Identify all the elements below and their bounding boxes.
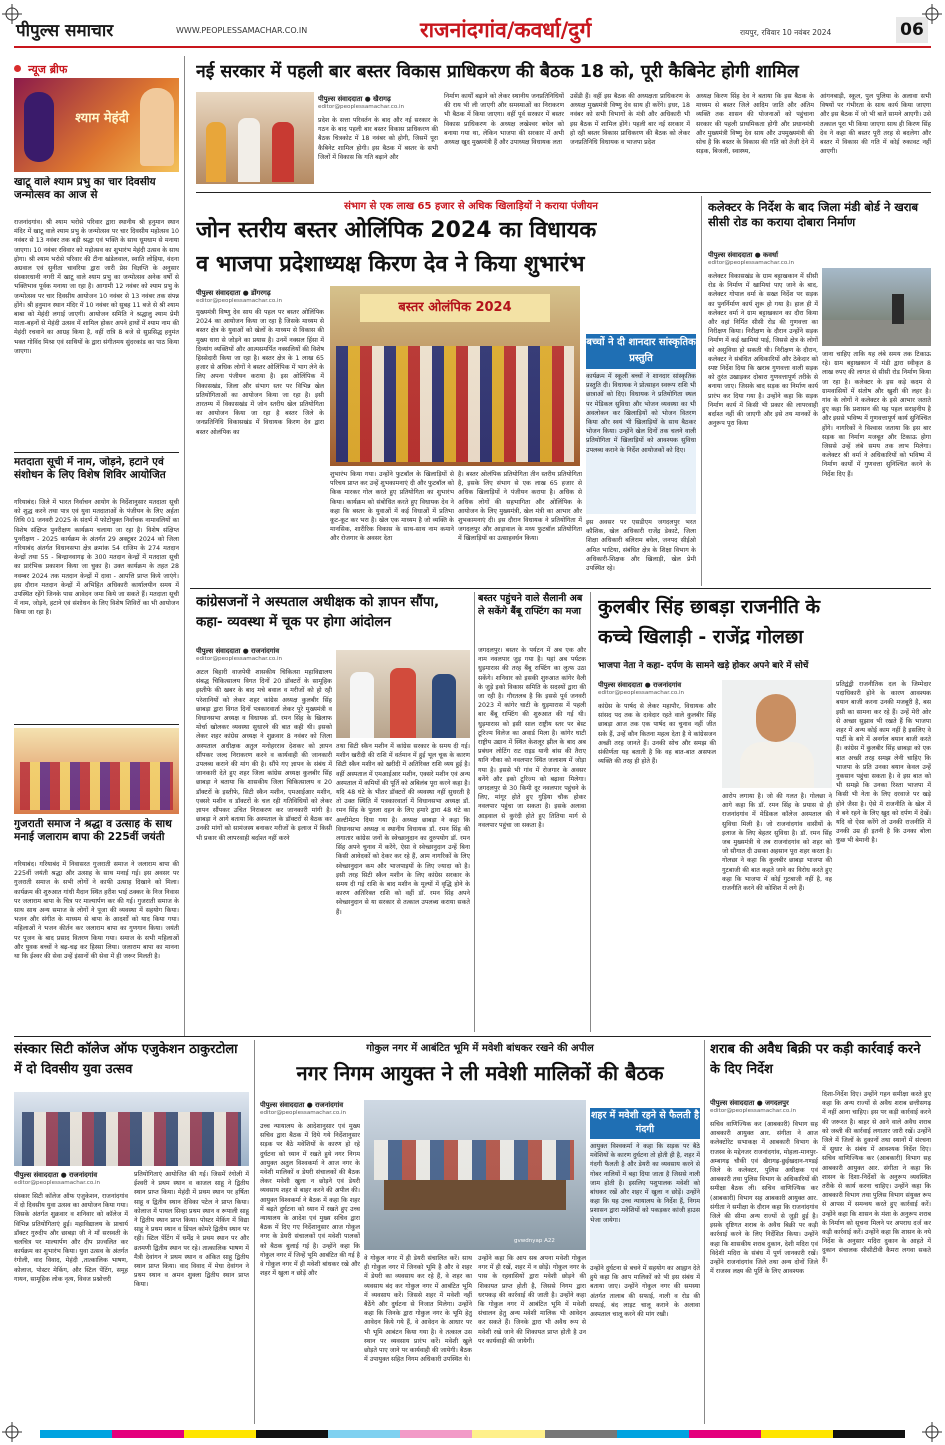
news-brief-text: न्यूज ब्रीफ <box>28 63 68 76</box>
color-bar <box>40 1430 905 1438</box>
brand-name: पीपुल्स समाचार <box>16 21 114 41</box>
column-separator <box>590 592 591 1032</box>
color-swatch <box>184 1430 256 1438</box>
gokul-byline: पीपुल्स संवाददाता ● राजनांदगांव <box>260 1101 344 1109</box>
bastar-auth-email[interactable]: editor@peoplessamachar.co.in <box>318 104 405 110</box>
registration-mark-icon <box>2 1422 22 1442</box>
byline-place: राजनांदगांव <box>69 1171 98 1179</box>
color-swatch <box>617 1430 689 1438</box>
divider <box>14 452 179 453</box>
kulbir-email[interactable]: editor@peoplessamachar.co.in <box>598 690 685 696</box>
mandi-byline: पीपुल्स संवाददाता ● कवर्धा <box>708 251 778 259</box>
kulbir-col3: प्रतिद्वंद्वी राजनीतिक दल के जिम्मेदार पदाधिकारी होने के कारण आवश्यक बयान बाजी करना उनकी मजबूरी है, बस इसी का सामना कर रहे हैं। उन्हें मेरी ओर से अच्छा सुझाव भी रखते हैं कि भाजपा शहर में अन्य कोई काम नहीं है इसलिए वे पार्टी के बारे में अनर्गल बयान बाजी करते हैं। कांग्रेस में कुलबीर सिंह छाबड़ा को एक बात अच्छी तरह समझ लेनी चाहिए कि भाजपा के प्रति उनका बयान केवल उन्हें नुकसान पहुंचा सकता है। वे इस बात को भी समझे कि उनका रिश्ता भाजपा में किसी भी नेता के लिए दरवाजे पर खड़े होने जैसा है। ऐसे में राजनीति के खेल में वे बने रहने के लिए खुद को दर्पण में देखें। यदि वो ऐसा करेंगे तो उनकी राजनीति में उनकी उम्र ही इतनी है कि उनका बोला कुछ भी बेमानी है। <box>836 681 931 845</box>
portrait-head <box>756 694 796 742</box>
sanskar-byline: पीपुल्स संवाददाता ● राजनांदगांव <box>14 1171 98 1179</box>
voter-headline: मतदाता सूची में नाम, जोड़ने, हटाने एवं संशोधन के लिए विशेष शिविर आयोजित <box>14 456 166 481</box>
olympic-headline-line1: जोन स्तरीय बस्तर ओलिंपिक 2024 का विधायक <box>196 218 597 243</box>
gujarati-samaj-photo <box>14 728 179 814</box>
bastar-auth-col: प्रदेश के सत्ता परिवर्तन के बाद और नई सरकार के गठन के बाद पहली बार बस्तर विकास प्राधिकरण की बैठक चित्रकोट में 18 नवंबर को होगी, जिसमें पूरा कैबिनेट शामिल होगी। इस बैठक में बस्तर के सभी जिलों में विकास कि गति बढ़ाने और <box>318 117 438 161</box>
congress-headline: कांग्रेसजनों ने अस्पताल अधीक्षक को ज्ञापन सौंपा, कहा- व्यवस्था में चूक पर होगा आंदोलन <box>196 594 440 630</box>
liquor-email[interactable]: editor@peoplessamachar.co.in <box>710 1108 797 1114</box>
olympic-photo <box>330 286 580 466</box>
mandi-email[interactable]: editor@peoplessamachar.co.in <box>708 260 795 266</box>
photo-people <box>374 1140 574 1180</box>
sanskar-photo <box>14 1092 249 1166</box>
photo-people-row <box>20 762 173 810</box>
olympic-side-body2: इस अवसर पर एसडीएम जगदलपुर भरत कौशिक, खेल अधिकारी राजेंद्र डेकाटे, जिला शिक्षा अधिकारी बलिराम बघेल, जनपद सीईओ अमित भाटिया, संबंधित क्षेत्र के शिक्षा विभाग के अधिकारी-शिक्षक और खिलाड़ी, खेल प्रेमी उपस्थित रहे। <box>586 519 696 573</box>
color-swatch <box>545 1430 617 1438</box>
liquor-byline: पीपुल्स संवाददाता ● जगदलपुर <box>710 1099 789 1107</box>
color-swatch <box>112 1430 184 1438</box>
brief-headline: खाटू वाले श्याम प्रभु का चार दिवसीय जन्मोत्सव का आज से <box>14 176 156 201</box>
olympic-side-box <box>586 334 696 369</box>
olympic-col3: है। बस्तर ओलंपिक प्रतियोगिता तीन स्तरीय प्रतियोगिता है, इसके लिए संभाग से एक लाख 65 हजार से अधिक खिलाड़ियों ने पंजीयन कराया है। अधिक से अधिक लोगों की सहभागिता और ओलिंपिक के आयोजन के लिए मुख्यमंत्री, खेल मंत्री का आभार और शुभकामनाएं दी। इस दौरान विधायक ने प्रतियोगिता में जगदलपुर और आड़ावाल के मध्य फुटबॉल प्रतियोगिता में खिलाड़ियों का उत्साहवर्धन किया। <box>458 471 582 543</box>
byline-name: पीपुल्स संवाददाता <box>598 681 643 689</box>
gokul-email[interactable]: editor@peoplessamachar.co.in <box>260 1110 347 1116</box>
byline-name: पीपुल्स संवाददाता <box>196 289 241 297</box>
column-separator <box>184 56 185 1036</box>
portrait-body <box>740 742 814 788</box>
masthead <box>0 0 945 50</box>
photo-figure <box>272 122 294 182</box>
byline-name: पीपुल्स संवाददाता <box>14 1171 59 1179</box>
banner-deity-figure <box>24 92 54 162</box>
olympic-side-body: कार्यक्रम में स्कूली बच्चों ने शानदार सांस्कृतिक प्रस्तुति दी। विधायक ने प्रोत्साहन स्वरूप राशि भी छात्राओं को दिए। विधायक ने प्रतियोगिता स्थल पर मेडिकल सुविधा और भोजन व्यवस्था का भी अवलोकन कर खिलाड़ियों को भोजन वितरण किया और स्वयं भी खिलाड़ियों के साथ बैठकर भोजन किया। उन्होंने खेल दिनों तक चलने वाली प्रतियोगिता में खिलाड़ियों को आवश्यक सुविधा उपलब्ध कराने के निर्देश आयोजकों को दिए। <box>586 372 696 514</box>
photo-figure <box>206 122 226 182</box>
gujarati-headline: गुजराती समाज ने श्रद्धा व उत्साह के साथ मनाई जलाराम बापा की 225वीं जयंती <box>14 818 172 843</box>
olympic-headline-line2: व भाजपा प्रदेशाध्यक्ष किरण देव ने किया शुभारंभ <box>196 252 585 277</box>
photo-table <box>384 1180 566 1210</box>
olympic-col2: शुभारंभ किया गया। उन्होंने फुटबॉल के खिलाड़ियों से परिचय प्राप्त कर उन्हें शुभकामनाएं दी और फुटबॉल को किक मारकर गोल करते हुए प्रतियोगिता का शुभारंभ किया। कार्यक्रम को संबोधित करते हुए विधायक देव ने कहा कि बस्तर के युवाओं में कई विधाओं में प्रतिभा कूट-कूट कर भरा है। खेल एक माध्यम है जो व्यक्ति के मानसिक, शारीरिक विकास के साथ-साथ नाम कमाने और रोजगार के अवसर देता <box>330 471 454 543</box>
color-swatch <box>689 1430 761 1438</box>
byline-name: पीपुल्स संवाददाता <box>708 251 753 259</box>
shyam-mehndi-banner <box>14 78 179 172</box>
bastar-authority-photo <box>196 92 314 184</box>
photo-group <box>22 1112 241 1166</box>
column-separator <box>701 196 702 586</box>
mandi-headline: कलेक्टर के निर्देश के बाद जिला मंडी बोर्ड ने खराब सीसी रोड का कराया दोबारा निर्माण <box>708 200 919 229</box>
sanskar-headline: संस्कार सिटी कॉलेज ऑफ एजुकेशन ठाकुरटोला में दो दिवसीय युवा उत्सव <box>14 1042 238 1077</box>
mandi-col2: जाना चाहिए ताकि यह लंबे समय तक टिकाऊ रहे। ग्राम बट्टाखकान में मंडी द्वारा स्वीकृत 8 लाख रुपए की लागत से सीसी रोड निर्माण किया जा रहा है। कलेक्टर के इस कड़े कदम से ग्रामवासियों में संतोष और खुशी की लहर है। गांव के लोगों ने कलेक्टर के इसे आभार जताते हुए कहा कि प्रशासन की यह पहल सराहनीय है और इससे भविष्य में गुणवत्तापूर्ण कार्य सुनिश्चित होंगे। नागरिकों ने विश्वास जताया कि इस बार सड़क का निर्माण मजबूत और टिकाऊ होगा जिससे उन्हें लंबे समय तक लाभ मिलेगा। कलेक्टर श्री वर्मा ने अधिकारियों को भविष्य में निर्माण कार्यों में गुणवत्ता सुनिश्चित करने के निर्देश दिए हैं। <box>822 351 931 478</box>
photo-figure <box>892 294 904 324</box>
gokul-side-body: आयुक्त विश्वकर्मा ने कहा कि सड़क पर बैठे मवेशियों के कारण दुर्घटना तो होती ही है, शहर में गंदगी फैलती है और डेयरी का व्यवसाय करने से गोबर नालियों में बहा दिया जाता है जिससे नाली जाम होती है। इसलिए पशुपालक मवेशी को बांधकर रखें और शहर में खुला न छोड़ें। उन्होंने कहा कि यह उच्च न्यायालय के निर्देश हैं, निगम प्रशासन द्वारा मवेशियों को पकड़कर कांजी हाउस भेजा जायेगा। <box>590 1142 700 1260</box>
sanskar-email[interactable]: editor@peoplessamachar.co.in <box>14 1180 101 1186</box>
photo-road <box>822 320 931 346</box>
kulbir-portrait-photo <box>722 680 832 788</box>
olympic-photo-group <box>336 346 574 462</box>
olympic-kicker: संभाग से एक लाख 65 हजार से अधिक खिलाड़ियों ने कराया पंजीयन <box>344 201 598 212</box>
liquor-headline: शराब की अवैध बिक्री पर कड़ी कार्रवाई करने के दिए निर्देश <box>710 1042 921 1077</box>
photo-figure <box>238 118 260 182</box>
bastar-auth-col: निर्माण कार्यों बढ़ाने को लेकर स्थानीय जनप्रतिनिधियों की राय भी ली जाएगी और समस्याओं का निराकरण भी बैठक में किया जाएगा। वहीं पूर्व सरकार में बस्तर विकास प्राधिकरण के अध्यक्ष लखेश्वर बघेल को बनाया गया था, लेकिन भाजपा की सरकार में अभी अध्यक्ष खुद मुख्यमंत्री हैं और उपाध्यक्ष विधायक लता <box>444 93 564 147</box>
color-swatch <box>40 1430 112 1438</box>
byline-name: पीपुल्स संवाददाता <box>260 1101 305 1109</box>
gokul-headline: नगर निगम आयुक्त ने ली मवेशी मालिकों की बैठक <box>296 1061 664 1085</box>
congress-email[interactable]: editor@peoplessamachar.co.in <box>196 656 283 662</box>
congress-byline: पीपुल्स संवाददाता ● राजनांदगांव <box>196 647 280 655</box>
column-separator <box>254 1040 255 1424</box>
news-brief-label <box>14 58 94 74</box>
byline-name: पीपुल्स संवाददाता <box>196 647 241 655</box>
color-swatch <box>472 1430 544 1438</box>
byline-place: जगदलपुर <box>765 1099 789 1107</box>
gokul-kicker: गोकुल नगर में आबंटित भूमि में मवेशी बांधकर रखने की अपील <box>366 1043 594 1054</box>
olympic-side-head: बच्चों ने दी शानदार सांस्कृतिक प्रस्तुति <box>586 337 696 364</box>
masthead-rule <box>14 46 931 48</box>
brief-body: राजनांदगांव। श्री श्याम भरोसे परिवार द्वारा स्थानीय श्री हनुमान स्थान मंदिर में खाटू वाले श्याम प्रभु के जन्मोत्सव पर चार दिवसीय महोत्सव 10 नवंबर से 13 नवंबर तक बड़ी श्रद्धा एवं भक्ति के साथ धूमधाम से मनाया जाएगा। 10 नवंबर रविवार को महोत्सव का शुभारंभ मेहंदी उत्सव के साथ होगा। श्री श्याम भरोसे परिवार की टीना खंडेलवाल, स्वाति लोहिया, वंदना अग्रवाल एवं सुनीता चावरिया द्वारा जारी प्रेस विज्ञप्ति के अनुसार संस्कारधानी नगरी में खाटू वाले श्याम प्रभु का जन्मोत्सव अनेक वर्षों से भक्तिभाव पूर्वक मनाया जा रहा है। आगामी 12 नवंबर को श्याम प्रभु के जन्मोत्सव पर चार दिवसीय आयोजन 10 नवंबर से 13 नवंबर तक संपन्न होंगे। श्री हनुमान स्थान मंदिर में 10 नवंबर को सुबह 11 बजे से श्री श्याम बाबा को मेहंदी लगाई जाएगी। आयोजन समिति ने श्रद्धालु श्याम प्रेमी माता-बहनों से मेहंदी उत्सव में शामिल होकर अपने हाथों में श्याम नाम की मेहंदी रचवाने का आग्रह किया है, वहीं रात्रि 8 बजे से सुप्रसिद्ध हनुमंत भक्त गोविंद मिश्रा एवं साथियों के द्वारा संगीतमय सुंदरकांड का पाठ किया जाएगा। <box>14 219 179 355</box>
olympic-photo-banner-text: बस्तर ओलंपिक 2024 <box>398 300 512 315</box>
registration-mark-icon <box>2 4 22 24</box>
bastar-auth-col: आंगनबाड़ी, स्कूल, पुल पुलिया के अलावा सभी विषयों पर गंभीरता के साथ कार्य किया जाएगा और इस बैठक में जो भी बातें सामने आएगी। उसे तत्काल पूरा भी किया जाएगा साथ ही किरण सिंह देव ने कहा की बस्तर पूरी तरह से बदलेगा और बस्तर में विकास की गति में कोई रुकावट नहीं आएगी। <box>820 93 931 156</box>
tourism-headline: बस्तर पहुंचने वाले सैलानी अब ले सकेंगे बैंबू राफ्टिंग का मजा <box>478 593 583 617</box>
column-separator <box>704 1040 705 1424</box>
kulbir-headline-line2: कच्चे खिलाड़ी - राजेंद्र गोलछा <box>598 626 804 648</box>
congress-photo <box>336 650 470 738</box>
bastar-auth-byline: पीपुल्स संवाददाता ● खैरागढ़ <box>318 95 391 103</box>
registration-mark-icon <box>922 1422 942 1442</box>
mandi-col1: कलेक्टर विकासखंड के ग्राम बट्टाखकान में सीसी रोड के निर्माण में खामियां पाए जाने के बाद, कलेक्टर गोपाल वर्मा के सख्त निर्देश पर सड़क का पुनर्निर्माण कार्य शुरू हो गया है। हाल ही में कलेक्टर वर्मा ने ग्राम बट्टाखकान का दौरा किया और वहां निर्मित सीसी रोड की गुणवत्ता का निरीक्षण किया। निरीक्षण के दौरान उन्होंने सड़क निर्माण में कई खामियां पाई, जिससे क्षेत्र के लोगों को असुविधा हो सकती थी। निरीक्षण के दौरान, कलेक्टर ने संबंधित अधिकारियों और ठेकेदार को स्पष्ट निर्देश दिया कि खराब गुणवत्ता वाली सड़क को तुरंत उखाड़कर दोबारा गुणवत्तापूर्ण तरीके से बनाया जाए। जिसके बाद सड़क का निर्माण कार्य प्रारंभ कर दिया गया है। उन्होंने कहा कि सड़क निर्माण कार्य में किसी भी प्रकार की लापरवाही बर्दाश्त नहीं की जाएगी और इसे तय मानकों के अनुरूप पूरा किया <box>708 273 818 428</box>
brief-dot-icon <box>14 65 21 72</box>
byline-name: पीपुल्स संवाददाता <box>318 95 363 103</box>
divider <box>14 724 179 725</box>
photo-figure <box>390 668 416 738</box>
gokul-side-body2: उन्होंने दुर्घटना से बचने में सहयोग का आह्वान देते हुये कहा कि आप मालिकों को भी इस संबंध में बताया जाए। उन्होंने गोकुल नगर की समस्या अंतर्गत तालाब की सफाई, नाली व रोड की सफाई, बंद लाइट चालू कराने के अलावा अस्पताल चालू करने की मांग रखी। <box>590 1265 700 1319</box>
gokul-col1: उच्च न्यायालय के आदेशानुसार एवं मुख्य सचिव द्वारा बैठक में दिये गये निर्देशानुसार सड़क पर बैठे मवेशियों के कारण हो रहे दुर्घटना को ध्यान में रखते हुये नगर निगम आयुक्त अतुल विश्वकर्मा ने आज नगर के मवेशी मालिकों व डेयरी संचालकों की बैठक लेकर मवेशी खुला न छोड़ने एवं डेयरी व्यवसाय शहर से बाहर करने की अपील की। आयुक्त विश्वकर्मा ने बैठक में कहा कि शहर में बढ़ते दुर्घटना को ध्यान में रखते हुए उच्च न्यायालय के आदेश एवं मुख्य सचिव द्वारा बैठक में दिए गए निर्देशानुसार आज गोकुल नगर के डेयरी संचालकों एवं मवेशी पालकों को बैठक बुलाई गई है। उन्होंने कहा कि गोकुल नगर में जिन्हें भूमि आबंटित की गई है वे गोकुल नगर में ही मवेशी बांधकर रखे और शहर में खुला न छोड़ें और <box>260 1123 360 1278</box>
liquor-col1: सचिव वाणिज्यिक कर (आबकारी) विभाग सह आबकारी आयुक्त आर. संगीता ने आज कलेक्टोरेट सभाकक्ष में आबकारी विभाग के राजस्व के मद्देनजर राजनांदगांव, मोहला-मानपुर-अम्बागढ़ चौकी एवं खैरागढ़-छुईखदान-गण्डई जिले के कलेक्टर, पुलिस अधीक्षक एवं आबकारी तथा पुलिस विभाग के अधिकारियों की समीक्षा बैठक ली। सचिव वाणिज्यिक कर (आबकारी) विभाग सह आबकारी आयुक्त आर. संगीता ने समीक्षा के दौरान कहा कि राजनांदगांव जिले की सीमा अन्य राज्यों से जुड़ी हुई है। इसके दृष्टिगत शराब के अवैध बिक्री पर कड़ी कार्रवाई करने के लिए निर्देशित किया। उन्होंने कहा कि शासकीय शराब दुकान, देशी मदिरा एवं विदेशी मदिरा के संबंध में पूर्ण जानकारी रखें। उन्होंने राजनांदगांव जिले तथा अन्य दोनों जिले में राजस्व लक्ष्य की पूर्ति के लिए आवश्यक <box>710 1121 818 1276</box>
byline-place: राजनांदगांव <box>315 1101 344 1109</box>
photo-figure <box>350 672 374 738</box>
registration-mark-icon <box>922 4 942 24</box>
gokul-side-head: शहर में मवेशी रहने से फैलती है गंदगी <box>590 1110 700 1135</box>
gokul-side-box <box>590 1108 700 1139</box>
kulbir-col2: आरोप लगाया है। जो की गलत है। गोलछा ने आगे कहा कि डॉ. रमन सिंह के प्रयास से ही राजनांदगांव में मेडिकल कॉलेज अस्पताल की सुविधा मिली है। जो राजनांदगांव वासीयों के इलाज के लिए बेहतर सुविधा है। डॉ. रमन सिंह जब मुख्यमंत्री थे तब राजनांदगांव को शहर को जो सौगात दी उसका अहसान पूरा शहर करता है। गोलछा ने कहा कि कुलबीर छाबड़ा भाजपा की गुटबाजी की बात कहते जाने का विरोध करते हुए कहा कि भाजपा में कोई गुटबाजी नहीं है, वह राजनीति करने की कोशिश में लगे हैं। <box>722 793 832 893</box>
gokul-col3: उन्होंने कहा कि आप सब अपना मवेशी गोकुल नगर में ही रखें, शहर में न छोड़ें। गोकुल नगर के पास के रहवासियों द्वारा मवेशी छोड़ने की शिकायत प्राप्त होती है, जिससे निगम द्वारा धरपकड़ की कार्रवाई की जाती है। उन्होंने कहा कि गोकुल नगर में आबंटित भूमि में मवेशी संचालन हेतु अन्य मवेशी मालिक भी आवेदन कर सकते हैं। जिनके द्वारा भी अवैध रूप से मवेशी रखे जाने की शिकायत प्राप्त होती है उन पर कार्यवाही की जायेगी। <box>478 1255 586 1345</box>
column-separator <box>474 592 475 1032</box>
divider <box>190 588 931 589</box>
olympic-col1: मुख्यमंत्री विष्णु देव साय की पहल पर बस्तर ओलिंपिक 2024 का आयोजन किया जा रहा है जिसके माध्यम से बस्तर क्षेत्र के युवाओं को खेलों के माध्यम से विकास की मुख्य धारा से जोड़ने का प्रयास है। उनमें नक्सल हिंसा में दिव्यांग व्यक्तियों और आत्मसमर्पित नक्सलियों की विशेष हिस्सेदारी किया जा रहा है। बस्तर क्षेत्र के 1 लाख 65 हजार से अधिक लोगों ने बस्तर ओलिंपिक में भाग लेने के लिए अपना पंजीयन कराया है। इस ओलिंपिक में विकासखंड, जिला और संभाग स्तर पर विभिन्न खेल प्रतियोगिताओं का आयोजन किया जा रहा है। इसी तारतम्य में विकासखंड में जोन स्तरीय खेल प्रतियोगिता का आयोजन किया जा रहा है बस्तर जिले के जनप्रतिनिधि विकासखंड में विधायक किरण देव द्वारा बस्तर ओलंपिक का <box>196 309 324 436</box>
divider <box>14 1036 931 1037</box>
gokul-col2: वे गोकुल नगर में ही डेयरी संचालित करें। साथ ही गोकुल नगर में जिनको भूमि है और वे शहर में डेयरी का व्यवसाय कर रहे हैं, वे शहर का व्यवसाय बंद कर गोकुल नगर में आबंटित भूमि में व्यवसाय करें। जिससे शहर में मवेशी नहीं बैठेंगे और दुर्घटना से निजात मिलेगा। उन्होंने कहा कि जिनके द्वारा गोकुल नगर के भूमि हेतु आवेदन किये गये हैं, वे आवेदन के आधार पर भी भूमि आबंटन किया गया है। वे तत्काल उस स्थान पर व्यवसाय प्रारंभ करें। मवेशी खुले छोड़ते पाए जाने पर कार्यवाही की जायेगी। बैठक में उपायुक्त सहित निगम अधिकारी उपस्थित थे। <box>364 1255 472 1364</box>
bastar-auth-col: अध्यक्ष किरण सिंह देव ने बताया कि इस बैठक के माध्यम से बस्तर जिले आदिम जाति और अंतिम व्यक्ति तक शासन की योजनाओं को पहुंचाना सरकार की पहली प्राथमिकता होगी और प्रधानमंत्री और मुख्यमंत्री विष्णु देव साय और उपमुख्यमंत्री की सोच है कि बस्तर के विकास की गति को तेजी देने में सड़क, बिजली, स्वास्थ्य, <box>696 93 814 156</box>
mandi-photo <box>822 268 931 346</box>
kulbir-headline-line1: कुलबीर सिंह छाबड़ा राजनीति के <box>598 596 821 618</box>
byline-place: डोंगरगढ़ <box>251 289 271 297</box>
byline-place: कवर्धा <box>763 251 778 259</box>
color-swatch <box>400 1430 472 1438</box>
photo-credit: gvwdnyap A22 <box>514 1238 555 1244</box>
top-banner-headline: नई सरकार में पहली बार बस्तर विकास प्राधिकरण की बैठक 18 को, पूरी कैबिनेट होगी शामिल <box>196 62 799 82</box>
dateline: रायपुर, रविवार 10 नवंबर 2024 <box>740 28 832 37</box>
voter-body: गरियाबंद। जिले में भारत निर्वाचन आयोग के निर्देशानुसार मतदाता सूची को शुद्ध करने तथा पात्र एवं युवा मतदाताओं के पंजीयन के लिए अर्हता तिथि 01 जनवरी 2025 के संदर्भ में फोटोयुक्त निर्वाचक नामावलियों का विशेष संक्षिप्त पुनरीक्षण कार्यक्रम चलाया जा रहा है। विशेष संक्षिप्त पुनरीक्षण - 2025 कार्यक्रम के अंतर्गत 29 अक्टूबर 2024 को जिला गरियाबंद अंतर्गत विधानसभा क्षेत्र क्रमांक 54 राजिम के 274 मतदान केन्द्रों तथा 55 - बिन्द्रानवागढ़ के 300 मतदान केन्द्रों में मतदाता सूची का प्रारंभिक प्रकाशन किया जा चुका है। उक्त कार्यक्रम के तहत 28 नवम्बर 2024 तक मतदान केन्द्रों में दावा - आपत्ति प्राप्त किये जाएंगे। इस दौरान मतदान केन्द्रों में अभिहित अधिकारी कार्यालयीन समय में उपस्थित रहेंगे जिनके पास आवेदन जमा किये जा सकते हैं। मतदाता सूची में नाम, जोड़ने, हटाने एवं संशोधन के लिए विशेष शिविरों का भी आयोजन किया जा रहा है। <box>14 499 179 617</box>
gujarati-body: गरियाबंद। गरियाबंद में निवासरत गुजराती समाज ने जलाराम बापा की 225वीं जयंती श्रद्धा और उत्साह के साथ मनाई गई। इस अवसर पर गुजराती समाज के सभी लोगों ने काफी उत्साह दिखाने को मिला। कार्यक्रम की शुरुआत गांधी मैदान स्थित हरीश भाई ठक्कर के निज निवास पर जलाराम बापा के चित्र पर माल्यार्पण कर की गई। गुजराती समाज के साथ साथ अन्य समाज के लोगों ने पूजा की व्यवस्था में सहयोग किया। भजन और संगीत के माध्यम से बापा के आदर्शों को याद किया गया। महिलाओं ने भजन कीर्तन कर जलाराम बापा का गुणगान किया। जयंती पर पूजन के बाद प्रसाद वितरण किया गया। समाज के सभी महिलाओं और युवक बच्चों ने बढ़-चढ़ कर हिस्सा लिया। जलाराम बापा का मानना था कि ईश्वर की सेवा उन्हें इंसानों की सेवा में ही जरूर मिलती है। <box>14 861 179 961</box>
color-swatch <box>328 1430 400 1438</box>
color-swatch <box>833 1430 905 1438</box>
color-swatch <box>761 1430 833 1438</box>
tourism-body: जगदलपुर। बस्तर के पर्यटन में अब एक और नाम नवलपार जुड़ गया है। यहां अब पर्यटक धुड़मारास की तरह बैंबू राफ्टिंग का लुत्फ उठा सकेंगे। शनिवार को इसकी शुरुआत कांगेर वैली के जुड़े इको विकास समिति के सदस्यों द्वारा की जा रही है। गौरतलब है कि इससे पूर्व जनवरी 2023 में कांगेर घाटी के धुड़मारास में पहली बार बैंबू राफ्टिंग की शुरुआत की गई थी। धुड़मारास को इसी साल राष्ट्रीय स्तर पर बेस्ट टूरिज्म विलेज का अवार्ड मिला है। कांगेर घाटी राष्ट्रीय उद्यान में स्थित केशलूर झील के बाद अब प्रबंधन लोटिंग राट राइड यानी बांस की तैराए यानि नौका को नवलपार स्थित जलाशय में जोड़ा गया है। इससे भी गांव में रोजगार के अवसर बनेंगे और इको टूरिज्म को बढ़ावा मिलेगा। जगदलपुर से 30 किमी दूर नवलपार पहुंचने के लिए, मांगूर होते हुए गुड़िया चौक होकर नवलपार पहुंचा जा सकता है। इसके अलावा आड़वाल से कुरंदी होते हुए तितिया मार्ग से नवलपार पहुंचा जा सकता है। <box>478 647 586 829</box>
banner-title: श्याम मेहंदी <box>75 111 129 126</box>
congress-col1: अटल बिहारी वाजपेयी शासकीय चिकित्सा महाविद्यालय संबद्ध चिकित्सालय विगत दिनों 20 डॉक्टरों के सामूहिक इस्तीफे की खबर के बाद मचे बवाल व मरीजों को हो रही परेशानियों को लेकर शहर कांग्रेस अध्यक्ष कुलबीर सिंह छाबड़ा द्वारा विगत दिनों पत्रकारवार्ता लेकर पूरे मुख्यमंत्री व विधानसभा अध्यक्ष व विधायक डॉ. रमन सिंह के खिलाफ मोर्चा खोलकर व्यवस्था सुधारने की बात कही थी। इसको लेकर शहर कांग्रेस अध्यक्ष ने शुक्रवार 8 नवंबर को जिला अस्पताल अधीक्षक अतुल मनोहरराव देशकर को ज्ञापन सौंपकर जल्द निराकरण करने व कार्यवाही की जानकारी उपलब्ध कराने की मांग की है। सौंपे गए ज्ञापन के संबंध में जानकारी देते हुए शहर जिला कांग्रेस अध्यक्ष कुलबीर सिंह छाबड़ा ने बताया कि शासकीय जिला चिकित्सालय व 20 डॉक्टरों के इस्तीफे, सिटी स्कैन मशीन, एमआईआर मशीन, एक्सरे मशीन व डॉक्टरों के चल रही गतिविधियों को लेकर ज्ञापन सौंपकर उचित निराकरण कर जानकारी मांगी है। छाबड़ा ने आगे बताया कि अस्पताल के डॉक्टरों से बैठक कर उनकी मांगों को सामंजस्य बनाकर मरीजों के इलाज में किसी भी प्रकार की लापरवाही बर्दाश्त नहीं करने <box>196 669 332 842</box>
byline-place: खैरागढ़ <box>373 95 391 103</box>
gokul-meeting-photo <box>364 1100 586 1250</box>
kulbir-intro: कांग्रेस के पार्षद से लेकर महापौर, विधायक और सांसद पद तक के दावेदार रहते वाले कुलबीर सिंह छाबड़ा आज तक एक पार्षद का चुनाव नहीं जीत सके हैं, उन्हें कौन कितना महत्व देता है ये कांग्रेसजन अच्छी तरह जानते हैं। उनकी सोच और समझ की संकीर्णता यह बताती है कि वह बात-बात असफल व्यक्ति की तरह ही होते हैं। <box>598 703 716 766</box>
byline-place: राजनांदगांव <box>251 647 280 655</box>
section-title: राजनांदगांव/कवर्धा/दुर्ग <box>420 18 592 42</box>
kulbir-byline: पीपुल्स संवाददाता ● राजनांदगांव <box>598 681 682 689</box>
byline-name: पीपुल्स संवाददाता <box>710 1099 755 1107</box>
banner-hand-figure <box>140 88 174 166</box>
liquor-col2: दिशा-निर्देश दिए। उन्होंने गहन समीक्षा करते हुए कहा कि अन्य राज्यों से अवैध शराब छत्तीसगढ़ में नहीं आना चाहिए। इस पर कड़ी कार्रवाई करने की जरूरत है। बाहर से आने वाले अवैध शराब को जब्ती की कार्रवाई लगातार जारी रखें। उन्होंने जिले में जिलों के दुकानों तथा स्थानों में संरचना में सुधार के संबंध में आवश्यक निर्देश दिए। सचिव वाणिज्यिक कर (आबकारी) विभाग सह आबकारी आयुक्त आर. संगीता ने कहा कि शासन के दिशा-निर्देशों के अनुरूप व्यवस्थित तरीके से कार्य करना चाहिए। उन्होंने कहा कि आबकारी विभाग तथा पुलिस विभाग संयुक्त रूप से आपस में समन्वय करते हुए कार्रवाई करें। उन्होंने कहा कि शासन के मंशा के अनुरूप शराब के निर्माण को सूचना मिलने पर अपराध दर्ज कर कड़ी कार्रवाई करें। उन्होंने कहा कि शासन के नये निर्देश के अनुसार मदिरा दुकान के आहते में दुकान संचालक सीसीटीवी कैमरा लगवा सकते हैं। <box>822 1091 931 1264</box>
olympic-byline: पीपुल्स संवाददाता ● डोंगरगढ़ <box>196 289 271 297</box>
page-number-text: 06 <box>900 20 924 40</box>
congress-col2: तथा सिटी स्कैन मशीन में कांग्रेस सरकार के समय दी गई। मशीन खरीदी की राशि में वर्तमान में हुई भूल चूक के कारण सिटी स्कैन मशीन को खरीदी में अतिरिक्त राशि व्यय हुई है। वहीं अस्पताल में एमआईआर मशीन, एक्सरे मशीन एवं अन्य अस्पताल में कमियों की पूर्ति को अबिलंब पूरा करने कहा है। यदि 48 घंटे के भीतर डॉक्टरों की व्यवस्था नहीं सुधरती है तो उक्त स्थिति में पत्रकारवार्ता में विधानसभा अध्यक्ष डॉ. रमन सिंह के पुतला दहन के लिए हमारे द्वारा 48 घंटे का अल्टीमेटम दिया गया है। अध्यक्ष छाबड़ा ने कहा कि विधानसभा अध्यक्ष व स्थानीय विधायक डॉ. रमन सिंह की लगातार कांग्रेस जनों के स्वेच्छानुदान का दुरुपयोग डॉ. रमन सिंह अपने चुनाव में करेंगे, ऐसा वे स्वेच्छानुदान उन्हें बिना किसी आवेदकों को देकर कर रहे हैं, आम नागरिकों के लिए स्वेच्छानुदान कम और भाजपाइयों के लिए ज्यादा को है। इसी तरह सिटी स्कैन मशीन के लिए कांग्रेस सरकार के समय दी गई राशि के बाद मशीन के मूल्यों में वृद्धि होने के कारण अतिरिक्त राशि को वहीं डॉ. रमन सिंह अपने स्वेच्छानुदान से या सरकार से तत्काल उपलब्ध कराया सकते हैं। <box>336 743 470 916</box>
byline-place: राजनांदगांव <box>653 681 682 689</box>
divider <box>196 192 931 193</box>
color-swatch <box>256 1430 328 1438</box>
website-url[interactable]: WWW.PEOPLESSAMACHAR.CO.IN <box>176 26 308 35</box>
olympic-photo-banner <box>360 294 550 322</box>
brand-logo <box>16 18 156 40</box>
olympic-email[interactable]: editor@peoplessamachar.co.in <box>196 298 283 304</box>
bastar-auth-col: उसेंडी हैं। वहीं इस बैठक की अध्यक्षता प्राधिकरण के अध्यक्ष मुख्यमंत्री विष्णु देव साय ही करेंगे। इधर, 18 नवंबर को सभी विभागों के मंत्री और अधिकारी भी इस बैठक में शामिल होंगे। पहली बार नई सरकार में हो रही बस्तर विकास प्राधिकरण की बैठक को लेकर जनप्रतिनिधि विधायक व भाजपा प्रदेश <box>570 93 690 147</box>
sanskar-col2: प्रतियोगिताएं आयोजित की गई। जिसमें रंगोली में ईश्वरी ने प्रथम स्थान व काजल साहू ने द्वितीय स्थान प्राप्त किया। मेहंदी में प्रथम स्थान पर हर्षिता साहू व द्वितीय स्थान देविका पटेल ने प्राप्त किया। कोलाज में पायल सिन्हा प्रथम स्थान व रूपाली साहू ने द्वितीय स्थान प्राप्त किया। पोस्टर मेकिंग में विद्या साहू ने प्रथम स्थान व डिंपल कोमरे द्वितीय स्थान पर रही। स्टिल पेंटिंग में धर्मेंद्र ने प्रथम स्थान पर और व्रतमणी द्वितीय स्थान पर रहे। तात्कालिक भाषण में मैत्री देवांगन ने प्रथम स्थान व अंकित साहू द्वितीय स्थान प्राप्त किया। वाद विवाद में मेघा देवांगन ने प्रथम स्थान व अमन शुक्ला द्वितीय स्थान प्राप्त किया। <box>134 1171 249 1289</box>
sanskar-col1: संस्कार सिटी कॉलेज ऑफ एजुकेशन, राजनांदगांव में दो दिवसीय युवा उत्सव का आयोजन किया गया। जिसके अंतर्गत शुक्रवार व शनिवार को कॉलेज में विभिन्न प्रतियोगिताएं हुई। महाविद्यालय के प्राचार्य डॉक्टर गुरुदीप और छाबड़ा जी ने माँ सरस्वती के चलचित्र पर माल्यार्पण और दीप प्रज्वलित कर कार्यक्रम का शुभारंभ किया। युवा उत्सव के अंतर्गत रंगोली, वाद विवाद, मेहंदी ,तात्कालिक भाषण, कोलाज, पोस्टर मेकिंग, और स्टिल पेंटिंग, समूह गायन, सामूहिक लोक नृत्य, विवज प्रश्नोत्तरी <box>14 1193 128 1283</box>
photo-figure <box>432 674 456 738</box>
kulbir-kicker: भाजपा नेता ने कहा- दर्पण के सामने खड़े होकर अपने बारे में सोचें <box>598 661 809 671</box>
